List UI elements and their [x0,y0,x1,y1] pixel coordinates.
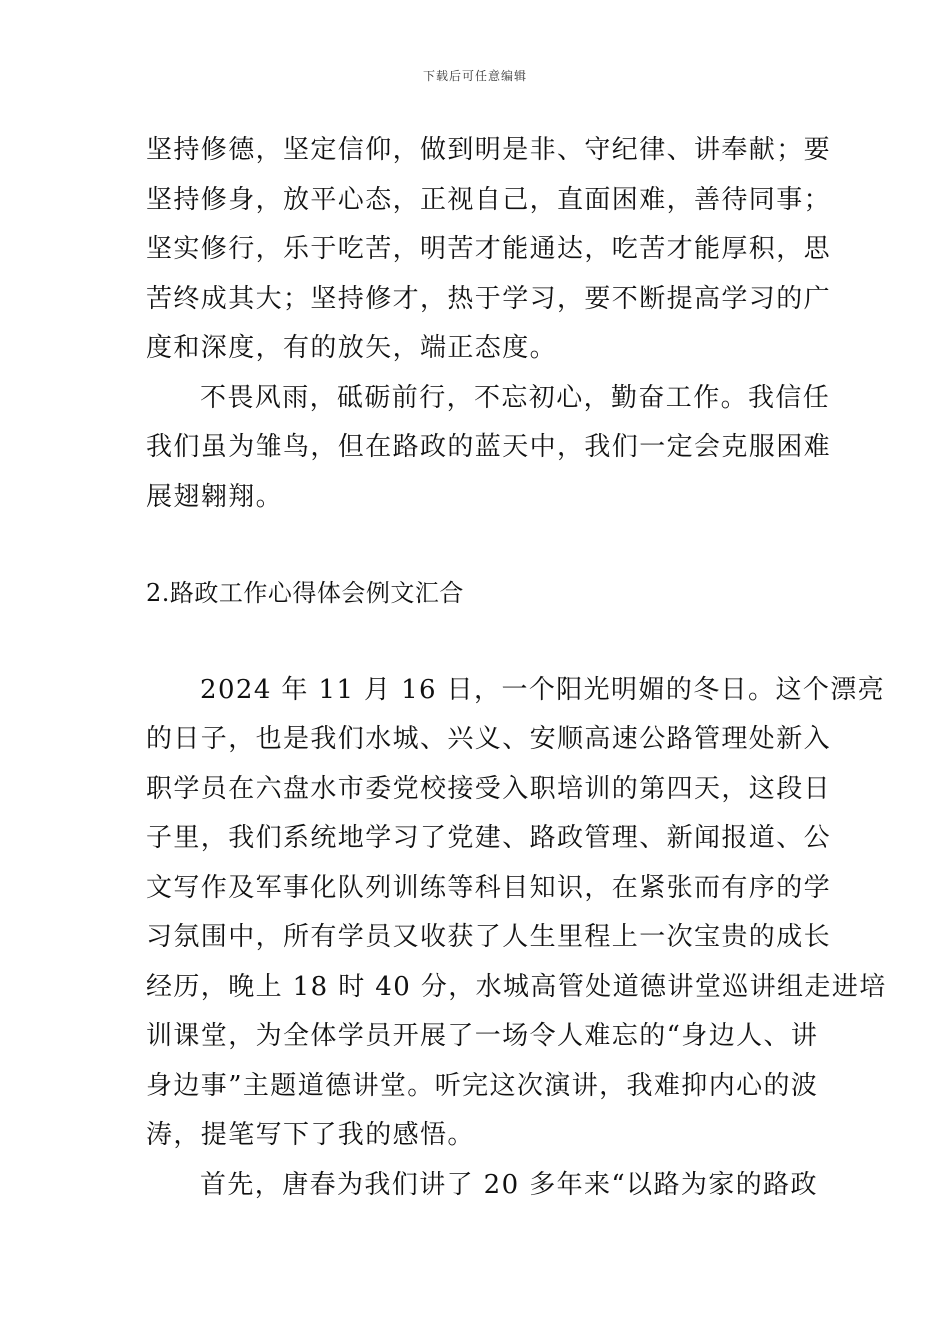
text-line: 经历，晚上 18 时 40 分，水城高管处道德讲堂巡讲组走进培 [146,971,887,1002]
text-line: 文写作及军事化队列训练等科目知识，在紧张而有序的学 [146,872,832,903]
text-line: 苦终成其大；坚持修才，热于学习，要不断提高学习的广 [146,283,832,314]
text-line: 度和深度，有的放矢，端正态度。 [146,333,558,363]
text-line: 坚实修行，乐于吃苦，明苦才能通达，吃苦才能厚积，思 [146,234,832,264]
text-line: 习氛围中，所有学员又收获了人生里程上一次宝贵的成长 [146,922,832,952]
paragraph-virtues [146,126,832,374]
document-body [146,126,887,1210]
text-line: 坚持修德，坚定信仰，做到明是非、守纪律、讲奉献；要 [146,135,832,165]
text-line: 涛，提笔写下了我的感悟。 [146,1120,475,1150]
paragraph-training [146,666,887,1161]
text-line: 我们虽为雏鸟，但在路政的蓝天中，我们一定会克服困难 [146,432,832,462]
paragraph-closing [146,374,832,523]
text-line: 子里，我们系统地学习了党建、路政管理、新闻报道、公 [146,823,832,853]
text-line: 不畏风雨，砥砺前行，不忘初心，勤奋工作。我信任 [200,382,831,413]
header-note: 下载后可任意编辑 [422,69,527,83]
text-line: 坚持修身，放平心态，正视自己，直面困难，善待同事； [146,184,832,215]
section-heading: 2.路政工作心得体会例文汇合 [146,579,464,607]
text-line: 身边事”主题道德讲堂。听完这次演讲，我难抑内心的波 [146,1070,819,1101]
text-line: 展翅翱翔。 [146,481,284,512]
text-line: 的日子，也是我们水城、兴义、安顺高速公路管理处新入 [146,724,832,754]
paragraph-first-speaker [146,1161,818,1211]
text-line: 2024 年 11 月 16 日，一个阳光明媚的冬日。这个漂亮 [200,674,886,705]
text-line: 职学员在六盘水市委党校接受入职培训的第四天，这段日 [146,773,832,804]
text-line: 训课堂，为全体学员开展了一场令人难忘的“身边人、讲 [146,1021,819,1051]
text-line: 首先，唐春为我们讲了 20 多年来“以路为家的路政 [200,1169,818,1200]
